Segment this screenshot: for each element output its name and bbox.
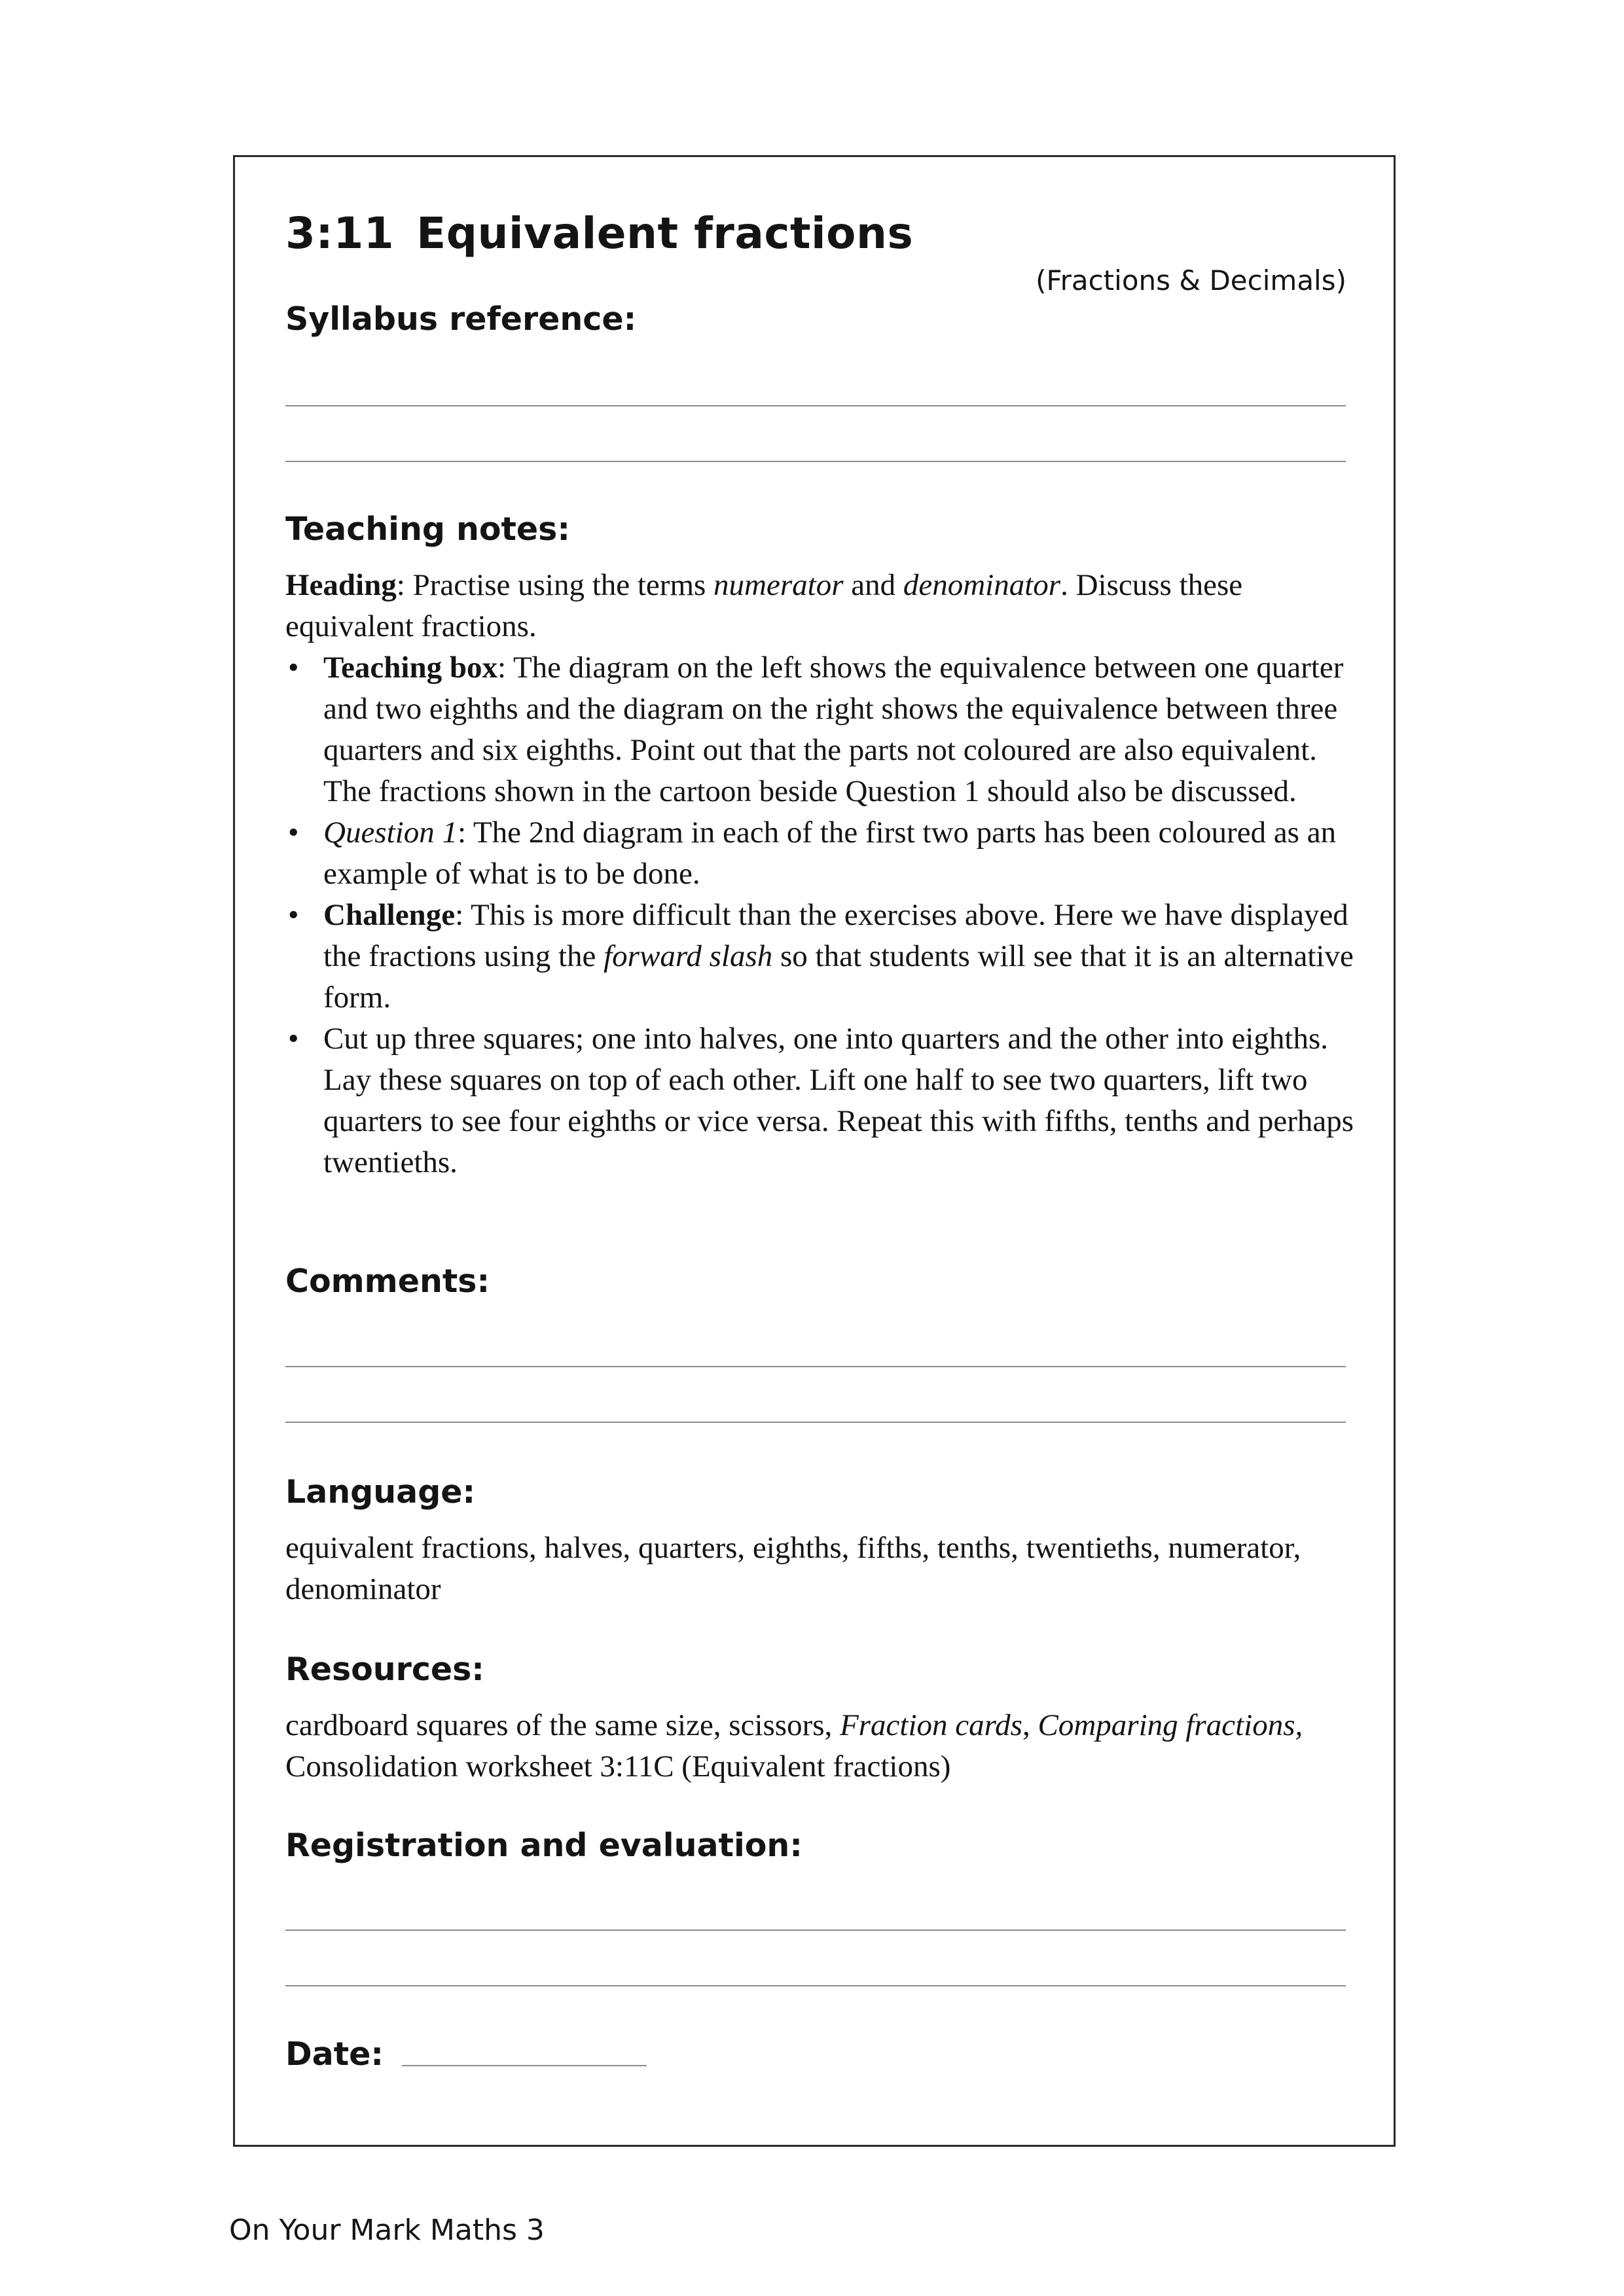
strand-label: (Fractions & Decimals) [1036, 264, 1346, 296]
teaching-notes-heading: Teaching notes: [285, 511, 570, 548]
list-item [285, 812, 1359, 895]
resources-part: cardboard squares of the same size, scissors, [285, 1708, 840, 1742]
syllabus-line-2[interactable] [285, 461, 1346, 462]
bullet-text: : The diagram on the left shows the equivalence between one quarter and two eighths and the diagram on the right shows the equivalence between three quarters and six eighths. Point out that the parts not coloured are also equivalent. The fractions shown in the cartoon beside Question 1 should also be discussed. [323, 651, 1344, 808]
bullet-text: : The 2nd diagram in each of the first two parts has been coloured as an example of what is to be done. [323, 816, 1337, 891]
resources-part: Consolidation worksheet 3:11C (Equivalent fractions) [285, 1749, 951, 1784]
intro-text: and [843, 568, 903, 602]
intro-label: Heading [285, 568, 397, 602]
syllabus-line-1[interactable] [285, 405, 1346, 406]
teaching-notes-body [285, 565, 1359, 1183]
date-field[interactable] [402, 2065, 647, 2066]
comments-line-2[interactable] [285, 1422, 1346, 1423]
intro-text: . Discuss these equivalent fractions. [285, 568, 1243, 643]
registration-line-1[interactable] [285, 1929, 1346, 1931]
list-item [285, 1018, 1359, 1183]
bullet-term: forward slash [604, 939, 773, 973]
registration-heading: Registration and evaluation: [285, 1827, 803, 1864]
intro-term-numerator: numerator [713, 568, 844, 602]
resources-title-fraction-cards: Fraction cards [840, 1708, 1022, 1742]
registration-line-2[interactable] [285, 1985, 1346, 1986]
bullet-label: Question 1 [323, 816, 458, 850]
bullet-icon: • [288, 898, 299, 932]
bullet-label: Challenge [323, 898, 456, 932]
language-text: equivalent fractions, halves, quarters, eighths, fifths, tenths, twentieths, numerator, denominator [285, 1531, 1301, 1606]
resources-part: , [1022, 1708, 1038, 1742]
resources-text [285, 1705, 1359, 1787]
comments-line-1[interactable] [285, 1366, 1346, 1367]
teaching-notes-intro [285, 565, 1359, 647]
list-item [285, 647, 1359, 812]
bullet-text: so that students will see that it is an alternative form. [323, 939, 1354, 1014]
bullet-text: Cut up three squares; one into halves, one into quarters and the other into eighths. Lay these squares on top of each other. Lift one half to see two quarters, lift two quarters to see four eighths or vice versa. Repeat this with fifths, tenths and perhaps twentieths. [323, 1022, 1354, 1179]
page-footer: On Your Mark Maths 3 [229, 2214, 545, 2247]
intro-text: : Practise using the terms [396, 568, 714, 602]
intro-term-denominator: denominator [903, 568, 1061, 602]
bullet-label: Teaching box [323, 651, 497, 685]
section-title: Equivalent fractions [416, 208, 914, 259]
teaching-notes-list [285, 647, 1359, 1183]
bullet-icon: • [288, 651, 299, 685]
bullet-icon: • [288, 1022, 299, 1056]
page-title [285, 208, 913, 259]
syllabus-heading: Syllabus reference: [285, 300, 637, 338]
section-number: 3:11 [285, 208, 395, 259]
comments-heading: Comments: [285, 1263, 490, 1300]
list-item [285, 895, 1359, 1018]
resources-title-comparing-fractions: Comparing fractions, [1038, 1708, 1303, 1742]
bullet-icon: • [288, 816, 299, 850]
resources-heading: Resources: [285, 1651, 484, 1688]
date-label: Date: [285, 2036, 384, 2073]
language-heading: Language: [285, 1473, 476, 1511]
bullet-text: : This is more difficult than the exercises above. Here we have displayed the fractions using the [323, 898, 1348, 973]
